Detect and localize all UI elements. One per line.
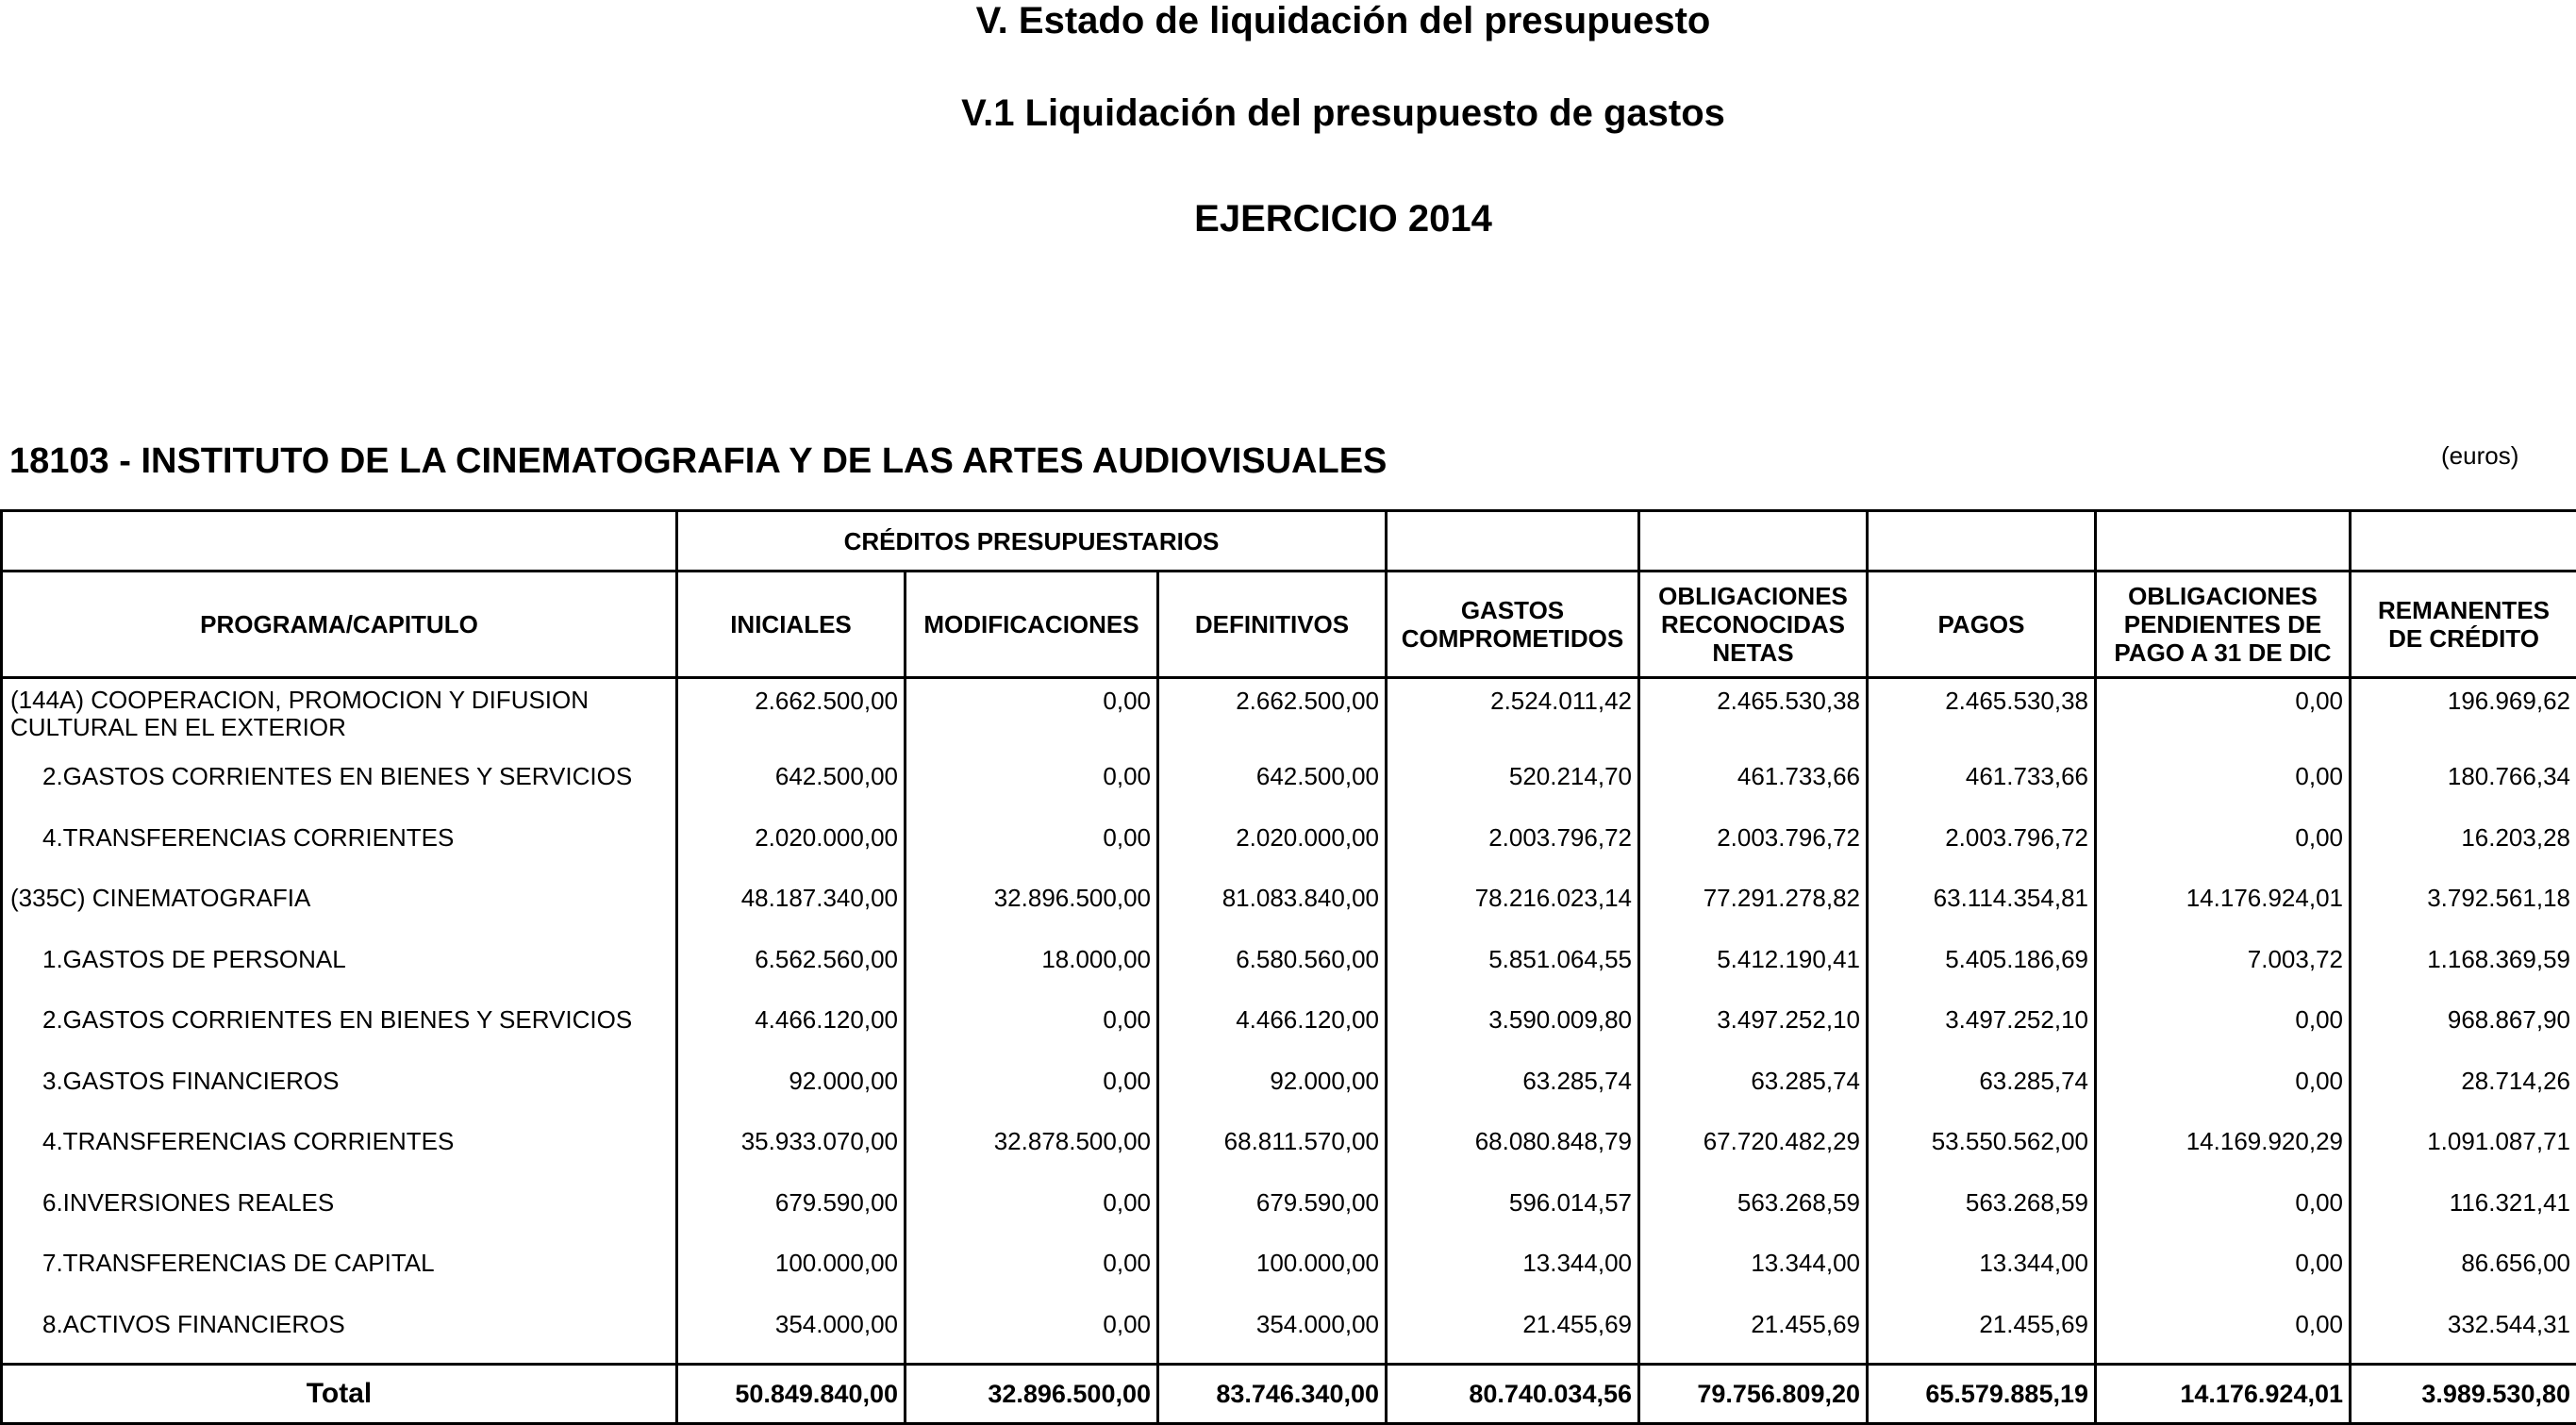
cell-obligaciones-reconocidas: 21.455,69 bbox=[1639, 1302, 1868, 1365]
cell-pagos: 563.268,59 bbox=[1868, 1181, 2096, 1242]
cell-obligaciones-pendientes: 0,00 bbox=[2096, 1181, 2351, 1242]
col-header-gastos-comprometidos: GASTOS COMPROMETIDOS bbox=[1387, 572, 1639, 678]
cell-iniciales: 2.662.500,00 bbox=[677, 678, 906, 755]
cell-gastos-comprometidos: 78.216.023,14 bbox=[1387, 876, 1639, 937]
cell-gastos-comprometidos: 3.590.009,80 bbox=[1387, 998, 1639, 1059]
cell-obligaciones-reconocidas: 3.497.252,10 bbox=[1639, 998, 1868, 1059]
cell-iniciales: 4.466.120,00 bbox=[677, 998, 906, 1059]
cell-definitivos: 2.662.500,00 bbox=[1158, 678, 1387, 755]
report-subtitle: V.1 Liquidación del presupuesto de gastos bbox=[0, 94, 2576, 132]
cell-gastos-comprometidos: 2.003.796,72 bbox=[1387, 816, 1639, 877]
cell-pagos: 63.114.354,81 bbox=[1868, 876, 2096, 937]
chapter-row bbox=[2, 1181, 2576, 1242]
chapter-row bbox=[2, 1302, 2576, 1365]
program-label: (335C) CINEMATOGRAFIA bbox=[2, 876, 677, 937]
cell-remanentes: 1.091.087,71 bbox=[2351, 1119, 2576, 1181]
chapter-label: 1.GASTOS DE PERSONAL bbox=[2, 937, 677, 999]
total-pagos: 65.579.885,19 bbox=[1868, 1365, 2096, 1424]
budget-table bbox=[0, 509, 2576, 1425]
col-header-pagos: PAGOS bbox=[1868, 572, 2096, 678]
cell-remanentes: 116.321,41 bbox=[2351, 1181, 2576, 1242]
cell-pagos: 13.344,00 bbox=[1868, 1241, 2096, 1302]
creditos-group-header: CRÉDITOS PRESUPUESTARIOS bbox=[677, 511, 1387, 572]
cell-modificaciones: 0,00 bbox=[906, 1302, 1158, 1365]
header-empty-cell bbox=[1868, 511, 2096, 572]
cell-iniciales: 92.000,00 bbox=[677, 1059, 906, 1120]
cell-obligaciones-reconocidas: 77.291.278,82 bbox=[1639, 876, 1868, 937]
budget-table-body bbox=[2, 678, 2576, 1365]
units-label: (euros) bbox=[2441, 441, 2518, 471]
cell-obligaciones-pendientes: 14.176.924,01 bbox=[2096, 876, 2351, 937]
chapter-label: 8.ACTIVOS FINANCIEROS bbox=[2, 1302, 677, 1365]
cell-iniciales: 679.590,00 bbox=[677, 1181, 906, 1242]
cell-gastos-comprometidos: 596.014,57 bbox=[1387, 1181, 1639, 1242]
total-label: Total bbox=[2, 1365, 677, 1424]
exercise-year: EJERCICIO 2014 bbox=[0, 200, 2576, 238]
cell-definitivos: 6.580.560,00 bbox=[1158, 937, 1387, 999]
cell-pagos: 21.455,69 bbox=[1868, 1302, 2096, 1365]
cell-modificaciones: 18.000,00 bbox=[906, 937, 1158, 999]
program-row bbox=[2, 678, 2576, 755]
cell-obligaciones-pendientes: 7.003,72 bbox=[2096, 937, 2351, 999]
cell-remanentes: 968.867,90 bbox=[2351, 998, 2576, 1059]
cell-iniciales: 48.187.340,00 bbox=[677, 876, 906, 937]
cell-modificaciones: 0,00 bbox=[906, 1241, 1158, 1302]
cell-definitivos: 68.811.570,00 bbox=[1158, 1119, 1387, 1181]
col-header-obligaciones-reconocidas: OBLIGACIONES RECONOCIDAS NETAS bbox=[1639, 572, 1868, 678]
column-header-row bbox=[2, 572, 2576, 678]
chapter-row bbox=[2, 1241, 2576, 1302]
cell-definitivos: 4.466.120,00 bbox=[1158, 998, 1387, 1059]
header-empty-cell bbox=[2096, 511, 2351, 572]
total-modificaciones: 32.896.500,00 bbox=[906, 1365, 1158, 1424]
chapter-row bbox=[2, 998, 2576, 1059]
cell-definitivos: 81.083.840,00 bbox=[1158, 876, 1387, 937]
col-header-iniciales: INICIALES bbox=[677, 572, 906, 678]
cell-pagos: 2.465.530,38 bbox=[1868, 678, 2096, 755]
total-gastos-comprometidos: 80.740.034,56 bbox=[1387, 1365, 1639, 1424]
cell-obligaciones-pendientes: 0,00 bbox=[2096, 998, 2351, 1059]
cell-obligaciones-reconocidas: 2.003.796,72 bbox=[1639, 816, 1868, 877]
cell-modificaciones: 32.896.500,00 bbox=[906, 876, 1158, 937]
cell-obligaciones-pendientes: 0,00 bbox=[2096, 1059, 2351, 1120]
cell-definitivos: 2.020.000,00 bbox=[1158, 816, 1387, 877]
cell-modificaciones: 0,00 bbox=[906, 754, 1158, 816]
chapter-row bbox=[2, 816, 2576, 877]
cell-iniciales: 35.933.070,00 bbox=[677, 1119, 906, 1181]
cell-remanentes: 16.203,28 bbox=[2351, 816, 2576, 877]
cell-remanentes: 1.168.369,59 bbox=[2351, 937, 2576, 999]
total-remanentes: 3.989.530,80 bbox=[2351, 1365, 2576, 1424]
cell-obligaciones-reconocidas: 63.285,74 bbox=[1639, 1059, 1868, 1120]
total-row bbox=[2, 1365, 2576, 1424]
cell-gastos-comprometidos: 68.080.848,79 bbox=[1387, 1119, 1639, 1181]
cell-definitivos: 679.590,00 bbox=[1158, 1181, 1387, 1242]
col-header-modificaciones: MODIFICACIONES bbox=[906, 572, 1158, 678]
cell-iniciales: 6.562.560,00 bbox=[677, 937, 906, 999]
cell-pagos: 461.733,66 bbox=[1868, 754, 2096, 816]
cell-remanentes: 180.766,34 bbox=[2351, 754, 2576, 816]
cell-modificaciones: 0,00 bbox=[906, 1059, 1158, 1120]
cell-obligaciones-pendientes: 0,00 bbox=[2096, 678, 2351, 755]
cell-obligaciones-pendientes: 0,00 bbox=[2096, 816, 2351, 877]
chapter-label: 2.GASTOS CORRIENTES EN BIENES Y SERVICIOS bbox=[2, 998, 677, 1059]
cell-remanentes: 86.656,00 bbox=[2351, 1241, 2576, 1302]
cell-definitivos: 100.000,00 bbox=[1158, 1241, 1387, 1302]
cell-remanentes: 196.969,62 bbox=[2351, 678, 2576, 755]
cell-pagos: 3.497.252,10 bbox=[1868, 998, 2096, 1059]
cell-obligaciones-reconocidas: 461.733,66 bbox=[1639, 754, 1868, 816]
cell-pagos: 2.003.796,72 bbox=[1868, 816, 2096, 877]
cell-obligaciones-pendientes: 0,00 bbox=[2096, 1302, 2351, 1365]
cell-modificaciones: 0,00 bbox=[906, 1181, 1158, 1242]
total-obligaciones-reconocidas: 79.756.809,20 bbox=[1639, 1365, 1868, 1424]
cell-gastos-comprometidos: 520.214,70 bbox=[1387, 754, 1639, 816]
cell-gastos-comprometidos: 63.285,74 bbox=[1387, 1059, 1639, 1120]
cell-pagos: 63.285,74 bbox=[1868, 1059, 2096, 1120]
col-header-obligaciones-pendientes: OBLIGACIONES PENDIENTES DE PAGO A 31 DE DIC bbox=[2096, 572, 2351, 678]
cell-iniciales: 100.000,00 bbox=[677, 1241, 906, 1302]
program-label: (144A) COOPERACION, PROMOCION Y DIFUSION CULTURAL EN EL EXTERIOR bbox=[2, 678, 677, 755]
cell-remanentes: 332.544,31 bbox=[2351, 1302, 2576, 1365]
col-header-remanentes: REMANENTES DE CRÉDITO bbox=[2351, 572, 2576, 678]
cell-iniciales: 354.000,00 bbox=[677, 1302, 906, 1365]
cell-pagos: 53.550.562,00 bbox=[1868, 1119, 2096, 1181]
cell-remanentes: 28.714,26 bbox=[2351, 1059, 2576, 1120]
cell-gastos-comprometidos: 21.455,69 bbox=[1387, 1302, 1639, 1365]
cell-obligaciones-reconocidas: 2.465.530,38 bbox=[1639, 678, 1868, 755]
chapter-row bbox=[2, 1119, 2576, 1181]
cell-iniciales: 2.020.000,00 bbox=[677, 816, 906, 877]
col-header-definitivos: DEFINITIVOS bbox=[1158, 572, 1387, 678]
cell-modificaciones: 0,00 bbox=[906, 816, 1158, 877]
cell-definitivos: 92.000,00 bbox=[1158, 1059, 1387, 1120]
cell-modificaciones: 32.878.500,00 bbox=[906, 1119, 1158, 1181]
chapter-label: 6.INVERSIONES REALES bbox=[2, 1181, 677, 1242]
cell-pagos: 5.405.186,69 bbox=[1868, 937, 2096, 999]
cell-iniciales: 642.500,00 bbox=[677, 754, 906, 816]
cell-obligaciones-pendientes: 14.169.920,29 bbox=[2096, 1119, 2351, 1181]
total-definitivos: 83.746.340,00 bbox=[1158, 1365, 1387, 1424]
cell-definitivos: 354.000,00 bbox=[1158, 1302, 1387, 1365]
chapter-label: 3.GASTOS FINANCIEROS bbox=[2, 1059, 677, 1120]
cell-obligaciones-pendientes: 0,00 bbox=[2096, 754, 2351, 816]
cell-obligaciones-pendientes: 0,00 bbox=[2096, 1241, 2351, 1302]
cell-gastos-comprometidos: 13.344,00 bbox=[1387, 1241, 1639, 1302]
chapter-label: 4.TRANSFERENCIAS CORRIENTES bbox=[2, 816, 677, 877]
chapter-row bbox=[2, 1059, 2576, 1120]
total-iniciales: 50.849.840,00 bbox=[677, 1365, 906, 1424]
cell-obligaciones-reconocidas: 13.344,00 bbox=[1639, 1241, 1868, 1302]
cell-remanentes: 3.792.561,18 bbox=[2351, 876, 2576, 937]
col-header-programa: PROGRAMA/CAPITULO bbox=[2, 572, 677, 678]
chapter-row bbox=[2, 937, 2576, 999]
cell-gastos-comprometidos: 2.524.011,42 bbox=[1387, 678, 1639, 755]
group-header-row bbox=[2, 511, 2576, 572]
chapter-label: 4.TRANSFERENCIAS CORRIENTES bbox=[2, 1119, 677, 1181]
chapter-label: 2.GASTOS CORRIENTES EN BIENES Y SERVICIOS bbox=[2, 754, 677, 816]
entity-heading: 18103 - INSTITUTO DE LA CINEMATOGRAFIA Y DE LAS ARTES AUDIOVISUALES bbox=[9, 441, 1387, 482]
cell-modificaciones: 0,00 bbox=[906, 998, 1158, 1059]
cell-gastos-comprometidos: 5.851.064,55 bbox=[1387, 937, 1639, 999]
cell-modificaciones: 0,00 bbox=[906, 678, 1158, 755]
cell-definitivos: 642.500,00 bbox=[1158, 754, 1387, 816]
chapter-label: 7.TRANSFERENCIAS DE CAPITAL bbox=[2, 1241, 677, 1302]
header-empty-cell bbox=[1387, 511, 1639, 572]
program-row bbox=[2, 876, 2576, 937]
total-obligaciones-pendientes: 14.176.924,01 bbox=[2096, 1365, 2351, 1424]
header-empty-cell bbox=[2, 511, 677, 572]
report-title: V. Estado de liquidación del presupuesto bbox=[0, 2, 2576, 40]
header-empty-cell bbox=[2351, 511, 2576, 572]
chapter-row bbox=[2, 754, 2576, 816]
cell-obligaciones-reconocidas: 67.720.482,29 bbox=[1639, 1119, 1868, 1181]
cell-obligaciones-reconocidas: 563.268,59 bbox=[1639, 1181, 1868, 1242]
cell-obligaciones-reconocidas: 5.412.190,41 bbox=[1639, 937, 1868, 999]
header-empty-cell bbox=[1639, 511, 1868, 572]
